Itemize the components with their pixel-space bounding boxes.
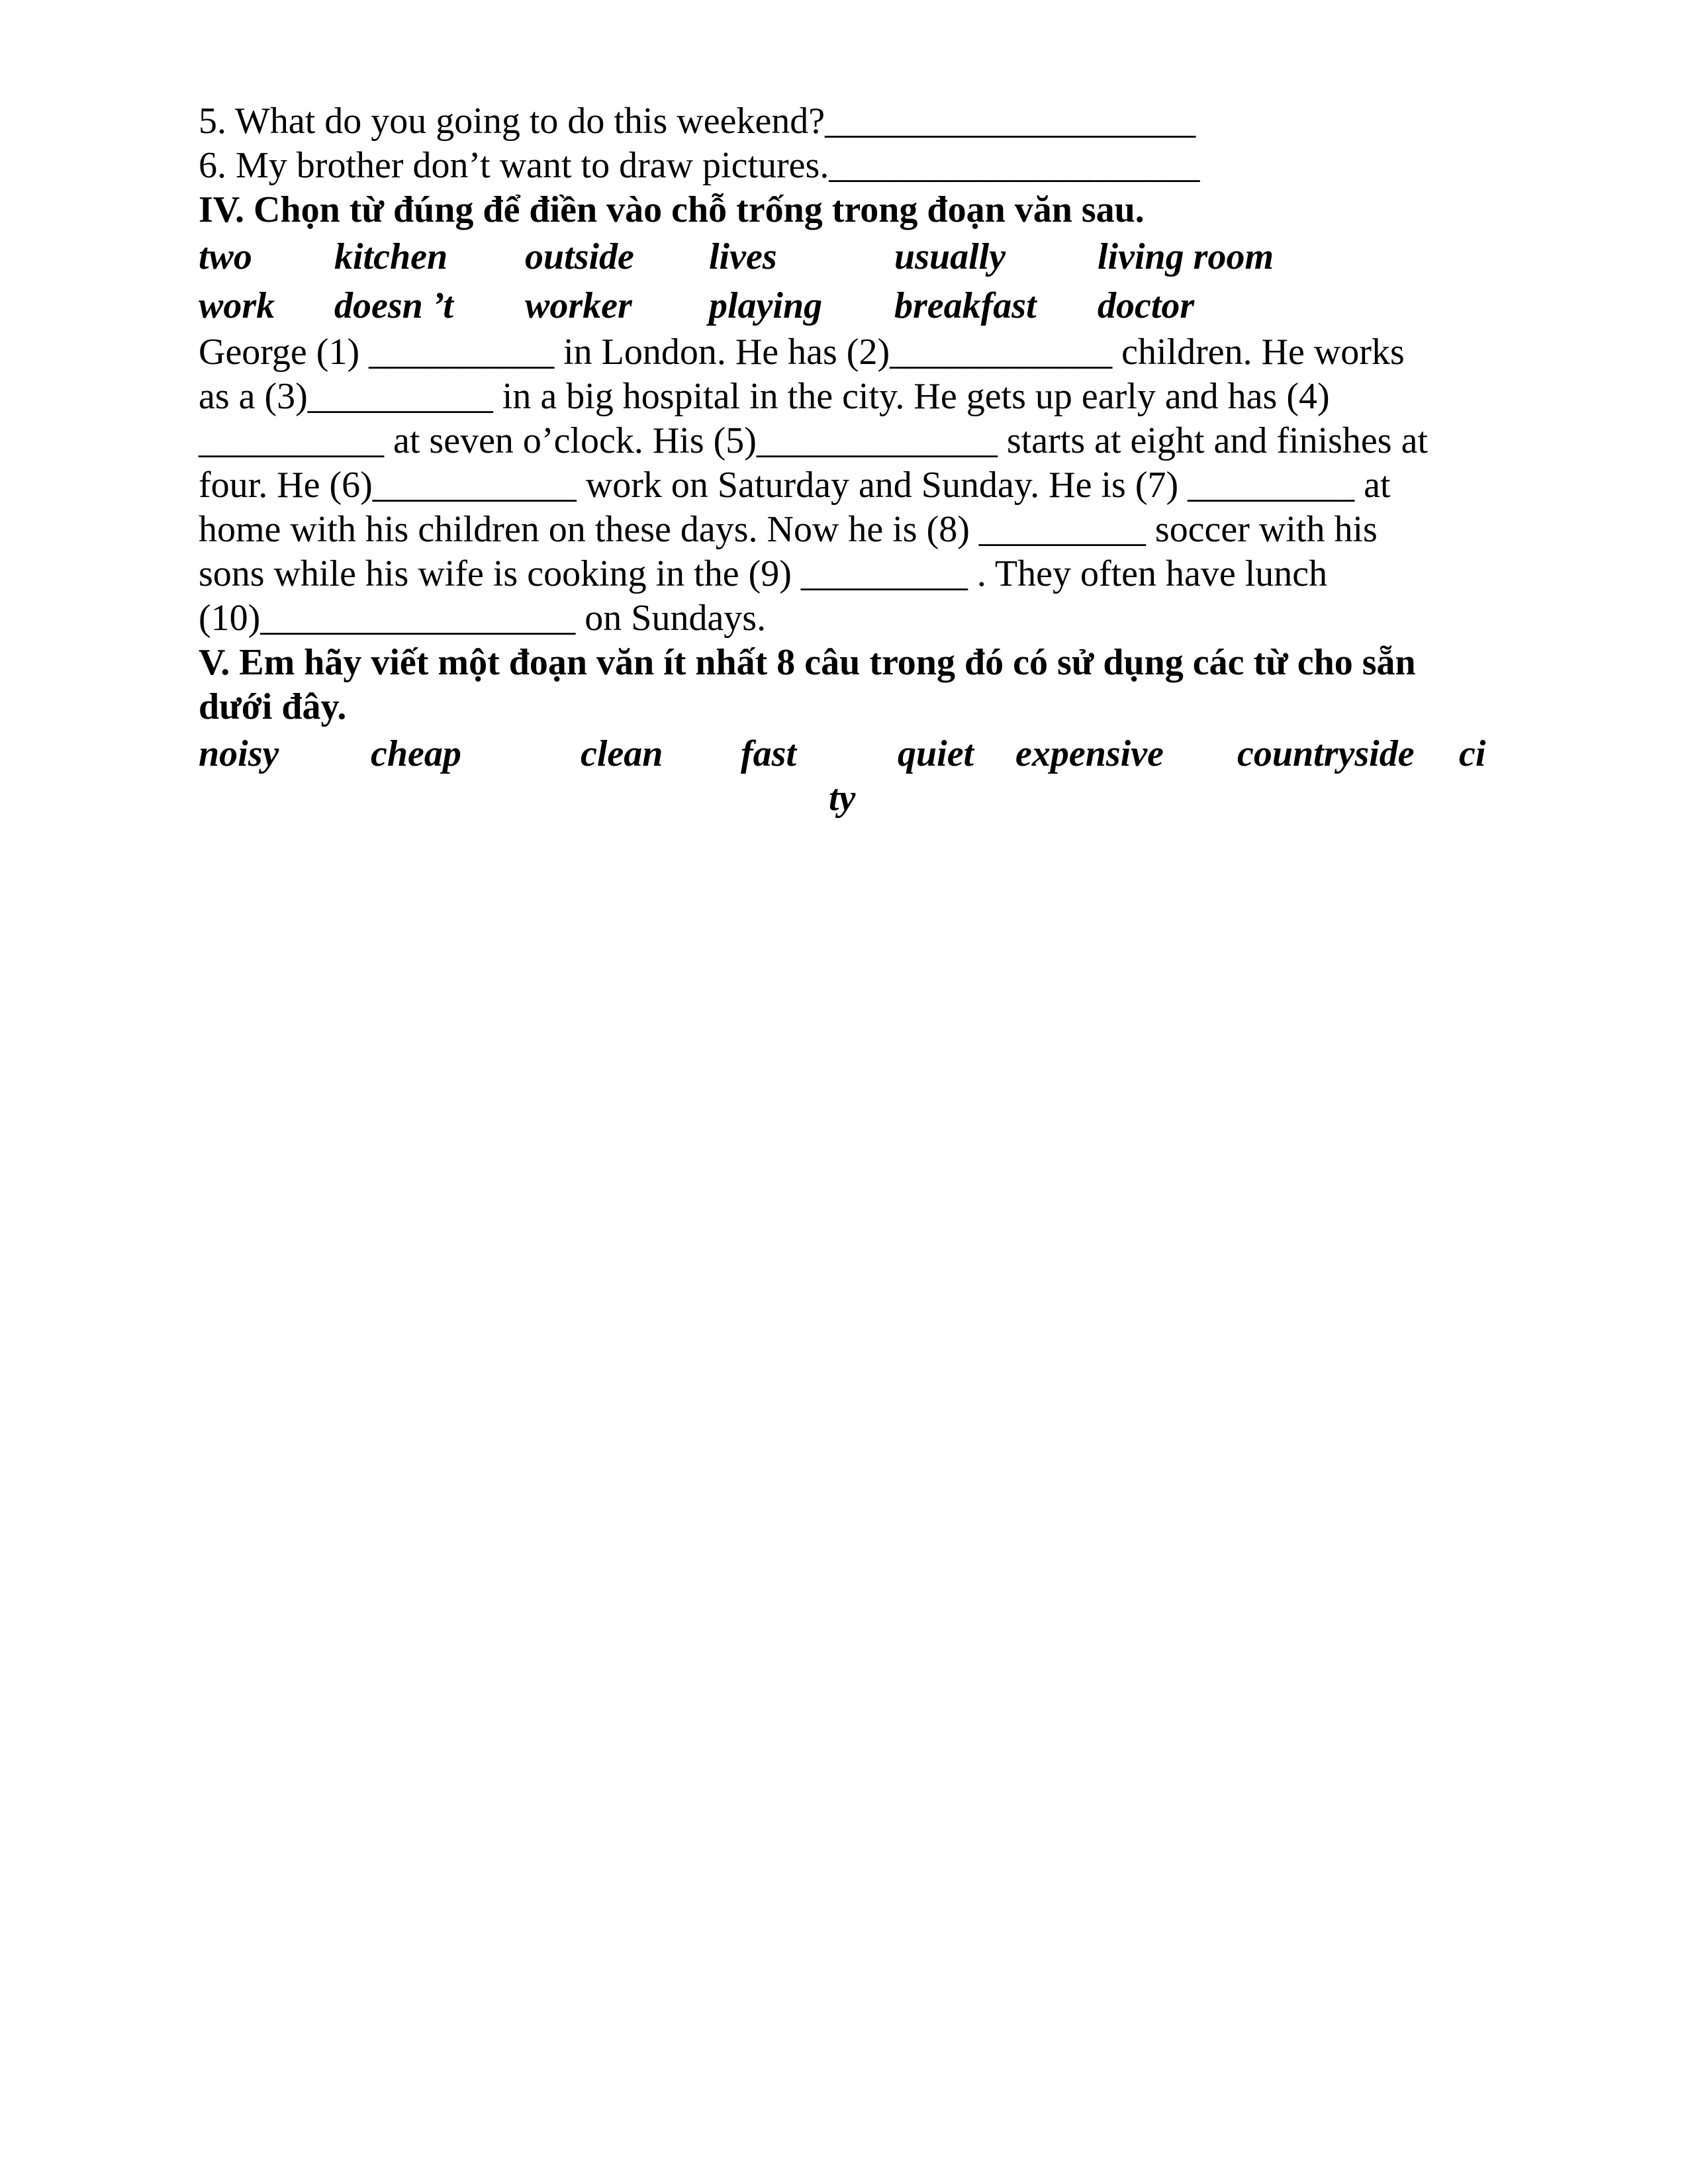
word-bank-item: noisy: [199, 733, 279, 774]
word-bank-item: living room: [1098, 236, 1274, 277]
worksheet-content: [199, 99, 1489, 818]
passage-line: __________ at seven o’clock. His (5)_____________ starts at eight and finishes at: [199, 420, 1428, 461]
word-bank-item: work: [199, 285, 275, 326]
word-bank-item: usually: [894, 236, 1006, 277]
word-bank-item: doctor: [1098, 285, 1195, 326]
section-4-title: IV. Chọn từ đúng để điền vào chỗ trống trong đoạn văn sau.: [199, 189, 1145, 230]
word-bank-item: breakfast: [894, 285, 1037, 326]
word-bank-item: clean: [581, 733, 663, 774]
section-5-title-continued: dưới đây.: [199, 686, 347, 727]
section-5-title: V. Em hãy viết một đoạn văn ít nhất 8 câu trong đó có sử dụng các từ cho sẵn: [199, 642, 1416, 683]
word-bank-item: worker: [525, 285, 632, 326]
word-bank-item: fast: [741, 733, 796, 774]
word-bank-wrap: ty: [829, 778, 856, 819]
question-6: 6. My brother don’t want to draw pictures.____________________: [199, 145, 1200, 186]
word-bank-item: countryside: [1237, 733, 1415, 774]
word-bank-item: ci: [1459, 733, 1486, 774]
passage-line: four. He (6)___________ work on Saturday and Sunday. He is (7) _________ at: [199, 465, 1391, 506]
passage-line: as a (3)__________ in a big hospital in the city. He gets up early and has (4): [199, 376, 1330, 417]
word-bank-item: quiet: [898, 733, 974, 774]
word-bank-row-1: [199, 232, 1489, 281]
word-bank-item: two: [199, 236, 252, 277]
passage: [199, 330, 1489, 641]
word-bank-item: doesn ’t: [334, 285, 453, 326]
word-bank-item: outside: [525, 236, 634, 277]
word-bank-row-2: [199, 281, 1489, 330]
passage-line: sons while his wife is cooking in the (9) _________ . They often have lunch: [199, 553, 1328, 594]
word-bank-item: lives: [709, 236, 777, 277]
passage-line: (10)_________________ on Sundays.: [199, 598, 767, 639]
word-bank-item: cheap: [371, 733, 461, 774]
word-bank-item: kitchen: [334, 236, 448, 277]
question-5: 5. What do you going to do this weekend?____________________: [199, 101, 1196, 142]
passage-line: home with his children on these days. Now he is (8) _________ soccer with his: [199, 509, 1378, 550]
word-bank-item: playing: [709, 285, 823, 326]
word-bank-item: expensive: [1015, 733, 1164, 774]
section-5-word-bank: [199, 729, 1489, 778]
passage-line: George (1) __________ in London. He has (2)____________ children. He works: [199, 332, 1405, 373]
